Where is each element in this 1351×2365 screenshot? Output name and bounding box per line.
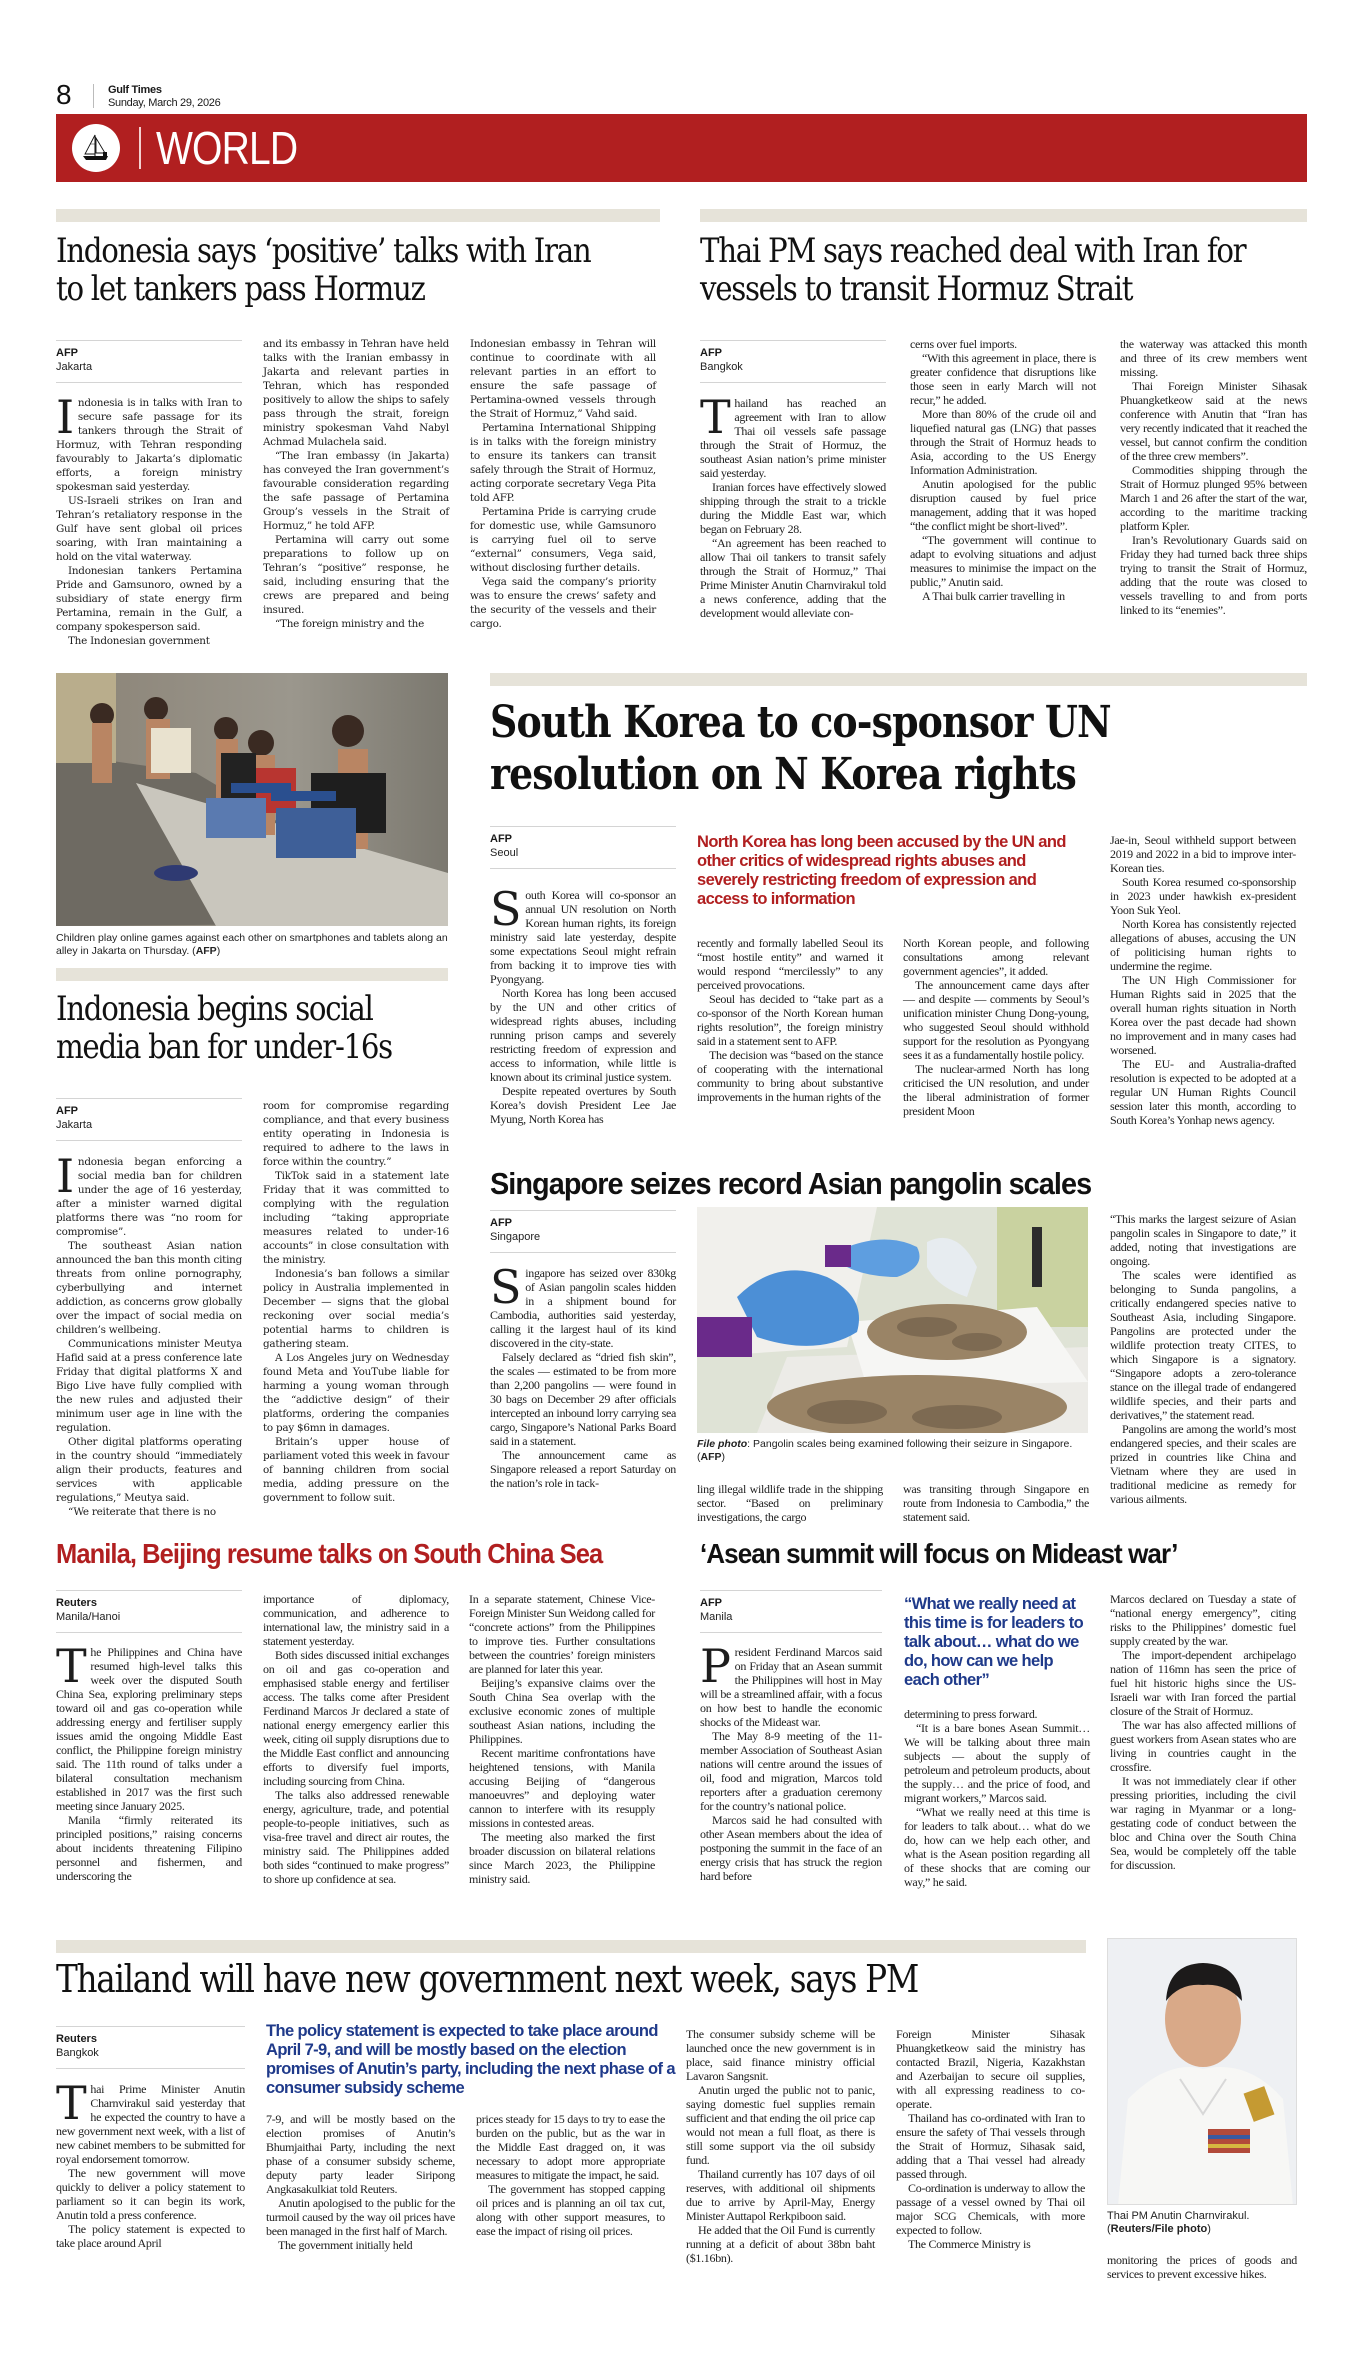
drop-cap: S	[490, 1260, 522, 1314]
byline-dateline: Bangkok	[700, 361, 743, 373]
paragraph: Britain’s upper house of parliament voted this week in favour of banning children from social media, adding pressure on the government to follow suit.	[263, 1436, 449, 1504]
paragraph: The announcement came as Singapore released a report Saturday on the nation’s role in tack-	[490, 1448, 676, 1490]
paragraph: Marcos said he had consulted with other Asean members about the idea of postponing the summit in the face of an energy crisis that has struck the region hard before	[700, 1813, 882, 1883]
paragraph: Indonesian embassy in Tehran will continue to coordinate with all relevant parties in an effort to ensure the safe passage of Pertamina-owned vessels through the Strait of Hormuz,” Vahd said.	[470, 338, 656, 420]
article-column	[263, 337, 449, 631]
paragraph: In a separate statement, Chinese Vice-Foreign Minister Sun Weidong called for “concrete actions” from the Philippines to improve ties. Further consultations between the countries’ foreign ministers are planned for later this year.	[469, 1592, 655, 1676]
byline	[56, 1098, 242, 1141]
paragraph: The talks also addressed renewable energy, agriculture, trade, and potential people-to-people initiatives, such as visa-free travel and direct air routes, the ministry said. The Philippines added both sides “continued to make progress” to shore up confidence at sea.	[263, 1788, 449, 1886]
byline-agency: AFP	[700, 1597, 722, 1609]
byline	[56, 1590, 242, 1633]
drop-cap: T	[56, 1639, 87, 1693]
paragraph: The meeting also marked the first broader discussion on bilateral relations since March 2023, the Philippine ministry said.	[469, 1830, 655, 1886]
paragraph: The announcement came days after — and despite — comments by Seoul’s unification minister Chung Dong-young, who suggested Seoul should withhold support for the resolution as Pyongyang sees it as a fundamentally hostile policy.	[903, 978, 1089, 1062]
photo-caption: Thai PM Anutin Charnvirakul. (Reuters/File photo)	[1107, 2210, 1297, 2236]
headline: Thai PM says reached deal with Iran for vessels to transit Hormuz Strait	[700, 231, 1246, 309]
paragraph: TikTok said in a statement late Friday that it was committed to complying with the regulation including “taking appropriate measures related to under-16 accounts” in close consultation with the ministry.	[263, 1170, 449, 1266]
paragraph: The EU- and Australia-drafted resolution is expected to be adopted at a regular UN Human Rights Council session later this month, according to South Korea’s Yonhap news agency.	[1110, 1057, 1296, 1127]
dhow-boat-icon	[72, 124, 120, 172]
anutin-portrait-photo	[1107, 1938, 1297, 2205]
paragraph: Despite repeated overtures by South Korea’s dovish President Lee Jae Myung, North Korea has	[490, 1084, 676, 1126]
paragraph: Other digital platforms operating in the country should “immediately align their products, features and services with applicable regulations,” Meutya said.	[56, 1436, 242, 1504]
headline: Singapore seizes record Asian pangolin scales	[490, 1166, 1092, 1201]
paragraph: room for compromise regarding compliance, and that every business entity operating in Indonesia is required to adhere to the laws in force within the country.”	[263, 1100, 449, 1168]
article-column	[896, 2027, 1085, 2251]
paragraph: monitoring the prices of goods and services to prevent excessive hikes.	[1107, 2253, 1297, 2281]
photo-caption: Children play online games against each other on smartphones and tablets along an alley in Jakarta on Thursday. (AFP)	[56, 932, 448, 957]
article-column	[266, 2112, 455, 2252]
paragraph: The Commerce Ministry is	[908, 2237, 1031, 2251]
paragraph: A Thai bulk carrier travelling in	[922, 589, 1065, 603]
section-banner	[56, 114, 1307, 182]
headline: Indonesia says ‘positive’ talks with Iran to let tankers pass Hormuz	[56, 231, 591, 309]
byline-dateline: Seoul	[490, 847, 519, 859]
paragraph: Pertamina Pride is carrying crude for domestic use, while Gamsunoro is carrying fuel oil to serve “external” consumers, Vega said, without disclosing further details.	[470, 506, 656, 574]
paragraph: The war has also affected millions of guest workers from Asean states who are living in countries caught in the crossfire.	[1110, 1718, 1296, 1774]
article-column	[263, 1592, 449, 1886]
paragraph: “The government will continue to adapt to evolving situations and adjust measures to minimise the impact on the public,” Anutin said.	[910, 533, 1096, 589]
paragraph: 7-9, and will be mostly based on the election promises of Anutin’s Bhumjaithai Party, including the next phase of a consumer subsidy scheme, deputy party leader Siripong Angkasakulkiat told Reuters.	[266, 2112, 455, 2196]
headline: ‘Asean summit will focus on Mideast war’	[700, 1538, 1178, 1569]
article-column	[903, 936, 1089, 1118]
byline	[490, 826, 676, 869]
article-top-strip	[56, 209, 660, 222]
paragraph: hai Prime Minister Anutin Charnvirakul said yesterday that he expected the country to have a new government next week, with a list of new cabinet members to be submitted for royal endorsement tomorrow.	[56, 2082, 245, 2166]
paragraph: and its embassy in Tehran have held talks with the Iranian embassy in Jakarta and relevant parties in Tehran, which has responded positively to allow the ships to safely pass through the strait, foreign ministry spokesman Vahd Nabyl Achmad Mulachela said.	[263, 338, 449, 448]
pull-quote: The policy statement is expected to take place around April 7-9, and will be mostly based on the election promises of Anutin’s party, including the next phase of a consumer subsidy scheme	[266, 2022, 675, 2097]
headline: South Korea to co-sponsor UN resolution on N Korea rights	[490, 697, 1111, 800]
paragraph: It was not immediately clear if other pressing priorities, including the civil war raging in Myanmar or a long-gestating code of conduct between the bloc and China over the South China Sea, would be completely off the table for discussion.	[1110, 1774, 1296, 1872]
paragraph: Recent maritime confrontations have heightened tensions, with Manila accusing Beijing of “dangerous manoeuvres” and deploying water cannon to interfere with its resupply missions in contested areas.	[469, 1746, 655, 1830]
paragraph: South Korea resumed co-sponsorship in 2023 under hawkish ex-president Yoon Suk Yeol.	[1110, 875, 1296, 917]
article-column	[686, 2027, 875, 2265]
article-column	[56, 1639, 242, 1883]
article-column	[469, 1592, 655, 1886]
paragraph: Indonesia’s ban follows a similar policy in Australia implemented in December — signs that the global reckoning over social media’s potential harms to children is gathering steam.	[263, 1268, 449, 1350]
article-column	[476, 2112, 665, 2238]
drop-cap: S	[490, 882, 522, 936]
paragraph: “We reiterate that there is no	[68, 1506, 216, 1518]
article-column	[490, 1260, 676, 1490]
paragraph: North Korea has consistently rejected allegations of abuses, accusing the UN of politicising human rights to undermine the regime.	[1110, 917, 1296, 973]
paragraph: “An agreement has been reached to allow Thai oil tankers to transit safely through the Strait of Hormuz,” Thai Prime Minister Anutin Charnvirakul told a news conference, adding that the development would alleviate con-	[700, 536, 886, 620]
paragraph: ling illegal wildlife trade in the shipping sector. “Based on preliminary investigations, the cargo	[697, 1482, 883, 1524]
paragraph: Pertamina International Shipping is in talks with the foreign ministry to ensure its tankers can transit safely through the Strait of Hormuz, acting corporate secretary Vega Pita told AFP.	[470, 422, 656, 504]
paragraph: “It is a bare bones Asean Summit… We will be talking about three main subjects — about the supply of petroleum and petroleum products, about the supply… and the price of food, and migrant workers,” Marcos said.	[904, 1721, 1090, 1805]
paragraph: The nuclear-armed North has long criticised the UN resolution, and under the liberal administration of former president Moon	[903, 1062, 1089, 1118]
article-column	[910, 337, 1096, 603]
paragraph: Thailand has co-ordinated with Iran to ensure the safety of Thai vessels through the Strait of Hormuz, Sihasak said, adding that a Thai vessel had already passed through.	[896, 2111, 1085, 2181]
headline: Indonesia begins social media ban for under-16s	[56, 989, 392, 1067]
paragraph: The government initially held	[278, 2238, 413, 2252]
article-top-strip	[490, 673, 1307, 686]
article-column	[700, 390, 886, 620]
paragraph: Falsely declared as “dried fish skin”, the scales — estimated to be from more than 2,200 pangolins — were found in 30 bags on December 29 after officials intercepted an inbound lorry carrying sea cargo, Singapore’s National Parks Board said in a statement.	[490, 1350, 676, 1448]
article-column	[56, 2076, 245, 2250]
article-column	[1107, 2253, 1297, 2281]
paragraph: The government has stopped capping oil prices and is planning an oil tax cut, along with other support measures, to ease the impact of rising oil prices.	[476, 2182, 665, 2238]
article-column	[263, 1099, 449, 1505]
article-column	[697, 936, 883, 1104]
article-column	[903, 1482, 1089, 1524]
byline-dateline: Manila/Hanoi	[56, 1611, 121, 1623]
byline	[56, 340, 242, 383]
paragraph: He added that the Oil Fund is currently running at a deficit of about 38bn baht ($1.16bn).	[686, 2223, 875, 2265]
paragraph: The policy statement is expected to take place around April	[56, 2222, 245, 2250]
article-column	[700, 1639, 882, 1883]
drop-cap: P	[700, 1639, 731, 1693]
paragraph: Indonesian tankers Pertamina Pride and Gamsunoro, owned by a subsidiary of state energy firm Pertamina, remain in the Gulf, a company spokesperson said.	[56, 565, 242, 633]
byline-agency: AFP	[56, 347, 78, 359]
paragraph: Iran’s Revolutionary Guards said on Friday they had turned back three ships trying to transit the Strait of Hormuz, adding that the route was closed to vessels travelling to and from ports linked to its “enemies”.	[1120, 533, 1307, 617]
article-column	[904, 1707, 1090, 1889]
paragraph: Manila “firmly reiterated its principled positions,” raising concerns about incidents threatening Filipino personnel and fishermen, and underscoring the	[56, 1813, 242, 1883]
masthead-divider	[93, 84, 94, 108]
paragraph: Both sides discussed initial exchanges on oil and gas co-operation and emphasised stable energy and fertiliser access. The talks come after President Ferdinand Marcos Jr declared a state of national energy emergency earlier this week, citing oil supply disruptions due to the Middle East conflict and announcing efforts to diversify fuel imports, including sourcing from China.	[263, 1648, 449, 1788]
article-column	[1120, 337, 1307, 617]
paragraph: Commodities shipping through the Strait of Hormuz plunged 95% between March 1 and 26 after the start of the war, according to the maritime tracking platform Kpler.	[1120, 463, 1307, 533]
caption-text: : Pangolin scales being examined following their seizure in Singapore.	[747, 1438, 1073, 1450]
article-column	[56, 390, 242, 648]
photo-caption: File photo: Pangolin scales being examined following their seizure in Singapore. (AFP)	[697, 1438, 1073, 1463]
pangolin-scales-photo	[697, 1207, 1088, 1433]
paragraph: he Philippines and China have resumed high-level talks this week over the disputed South China Sea, exploring preliminary steps toward oil and gas co-operation while addressing energy and fertiliser supply issues amid the ongoing Middle East conflict, the Philippine foreign ministry said. The 11th round of talks under a bilateral consultation mechanism established in 2017 was the first such meeting since January 2025.	[56, 1645, 242, 1813]
publication-name: Gulf Times	[108, 84, 162, 96]
byline-agency: AFP	[490, 833, 512, 845]
paragraph: Pertamina will carry out some preparations to follow up on Tehran’s “positive” response, he said, including ensuring that the crews are prepared and being insured.	[263, 534, 449, 616]
photo-credit: Reuters/File photo	[1110, 2223, 1208, 2235]
paragraph: ndonesia began enforcing a social media ban for children under the age of 16 yesterday, after a minister warned digital platforms there was “no room for compromise”.	[56, 1156, 242, 1238]
article-top-strip	[700, 209, 1307, 222]
paragraph: The southeast Asian nation announced the ban this month citing threats from online pornography, cyberbullying and internet addiction, as concerns grow globally over the impact of social media on children’s wellbeing.	[56, 1240, 242, 1336]
paragraph: ingapore has seized over 830kg of Asian pangolin scales hidden in a shipment bound for Cambodia, authorities said yesterday, calling it the largest haul of its kind discovered in the city-state.	[490, 1266, 676, 1350]
article-column	[470, 337, 656, 631]
drop-cap: T	[56, 2076, 87, 2130]
byline-dateline: Manila	[700, 1611, 733, 1623]
paragraph: The consumer subsidy scheme will be launched once the new government is in place, said finance ministry official Lavaron Sangsnit.	[686, 2027, 875, 2083]
article-column	[490, 882, 676, 1126]
paragraph: The UN High Commissioner for Human Rights said in 2025 that the overall human rights situation in North Korea over the past decade had shown no improvement and in many cases had worsened.	[1110, 973, 1296, 1057]
caption-text: Thai PM Anutin Charnvirakul.	[1107, 2210, 1250, 2222]
byline	[700, 1590, 882, 1633]
paragraph: “The foreign ministry and the	[275, 618, 425, 630]
article-column	[1110, 1212, 1296, 1506]
paragraph: the waterway was attacked this month and three of its crew members went missing.	[1120, 337, 1307, 379]
paragraph: “The Iran embassy (in Jakarta) has conveyed the Iran government’s favourable consideration regarding the safe passage of Pertamina Group’s vessels in the Strait of Hormuz,” he told AFP.	[263, 450, 449, 532]
paragraph: hailand has reached an agreement with Iran to allow Thai oil vessels safe passage through the Strait of Hormuz, the southeast Asian nation’s prime minister said yesterday.	[700, 396, 886, 480]
paragraph: Anutin apologised to the public for the turmoil caused by the way oil prices have been managed in the first half of March.	[266, 2196, 455, 2238]
paragraph: recently and formally labelled Seoul its “most hostile entity” and warned it would respond “mercilessly” to any perceived provocations.	[697, 936, 883, 992]
byline	[700, 340, 886, 383]
paragraph: Foreign Minister Sihasak Phuangketkeow said the ministry has contacted Brazil, Nigeria, Kazakhstan and Azerbaijan to secure oil supplies, with all expressing readiness to co-operate.	[896, 2027, 1085, 2111]
paragraph: Pangolins are among the world’s most endangered species, and their scales are prized in countries like China and Vietnam where they are used in traditional medicine as remedy for various ailments.	[1110, 1422, 1296, 1506]
paragraph: Jae-in, Seoul withheld support between 2019 and 2022 in a bid to improve inter-Korean ties.	[1110, 833, 1296, 875]
paragraph: cerns over fuel imports.	[910, 337, 1017, 351]
paragraph: Beijing’s expansive claims over the South China Sea overlap with the exclusive economic zones of multiple southeast Asian nations, including the Philippines.	[469, 1676, 655, 1746]
paragraph: The import-dependent archipelago nation of 116mn has seen the price of fuel hit historic highs since the US-Israeli war with Iran forced the partial closure of the Strait of Hormuz.	[1110, 1648, 1296, 1718]
article-column	[1110, 1592, 1296, 1872]
drop-cap: T	[700, 390, 731, 444]
paragraph: “With this agreement in place, there is greater confidence that disruptions like those seen in early March will not recur,” he added.	[910, 351, 1096, 407]
byline-dateline: Singapore	[490, 1231, 541, 1243]
caption-label: File photo	[697, 1438, 748, 1450]
paragraph: prices steady for 15 days to try to ease the burden on the public, but as the war in the Middle East dragged on, it was necessary to adopt more appropriate measures to mitigate the impact, he said.	[476, 2112, 665, 2182]
paragraph: “What we really need at this time is for leaders to talk about… what do we do, how can we help each other, and what is the Asean position regarding all of these shocks that are coming our way,” he said.	[904, 1805, 1090, 1889]
pull-quote: “What we really need at this time is for leaders to talk about… what do we do, how can we help each other”	[904, 1595, 1084, 1689]
paragraph: Co-ordination is underway to allow the passage of a vessel owned by Thai oil major SCG Chemicals, with more expected to follow.	[896, 2181, 1085, 2237]
byline-dateline: Bangkok	[56, 2047, 99, 2059]
paragraph: North Korea has long been accused by the UN and other critics of widespread rights abuses, including running prison camps and severely restricting freedom of expression and access to information, while little is known about its criminal justice system.	[490, 986, 676, 1084]
headline: Manila, Beijing resume talks on South China Sea	[56, 1538, 603, 1569]
paragraph: Vega said the company’s priority was to ensure the crews’ safety and the security of the vessels and their cargo.	[470, 576, 656, 630]
byline-agency: Reuters	[56, 2033, 97, 2045]
paragraph: Seoul has decided to “take part as a co-sponsor of the North Korean human rights resolution”, the foreign ministry said in a statement sent to AFP.	[697, 992, 883, 1048]
byline	[56, 2026, 245, 2069]
paragraph: North Korean people, and following consultations among relevant government agencies”, it added.	[903, 936, 1089, 978]
drop-cap: I	[56, 1149, 74, 1203]
section-title: WORLD	[156, 122, 298, 174]
paragraph: The decision was “based on the stance of cooperating with the international community to bring about substantive improvements in the human rights of the	[697, 1048, 883, 1104]
paragraph: Communications minister Meutya Hafid said at a press conference late Friday that digital platforms X and Bigo Live have fully complied with the new rules and adjusted their minimum user age in line with the regulation.	[56, 1338, 242, 1434]
paragraph: Thai Foreign Minister Sihasak Phuangketkeow said at the news conference with Anutin that “Iran has very recently indicated that it reached the vessel, but cannot confirm the condition of the three crew members”.	[1120, 379, 1307, 463]
paragraph: The Indonesian government	[68, 635, 210, 647]
paragraph: The May 8-9 meeting of the 11-member Association of Southeast Asian nations will centre around the issues of oil, food and migration, Marcos told reporters after a graduation ceremony for the country’s national police.	[700, 1729, 882, 1813]
page-number: 8	[56, 79, 72, 110]
byline-dateline: Jakarta	[56, 1119, 93, 1131]
paragraph: The new government will move quickly to deliver a policy statement to parliament so it can begin its work, Anutin told a press conference.	[56, 2166, 245, 2222]
paragraph: “This marks the largest seizure of Asian pangolin scales in Singapore to date,” it added, noting that investigations are ongoing.	[1110, 1212, 1296, 1268]
drop-cap: I	[56, 390, 74, 444]
photo-credit: AFP	[700, 1451, 722, 1463]
paragraph: importance of diplomacy, communication, and adherence to international law, the ministry said in a statement yesterday.	[263, 1592, 449, 1648]
paragraph: Anutin apologised for the public disruption caused by fuel price management, adding that it was hoped “the conflict might be short-lived”.	[910, 477, 1096, 533]
paragraph: outh Korea will co-sponsor an annual UN resolution on North Korean human rights, its foreign ministry said late yesterday, despite some expectations Seoul might refrain from backing it to improve ties with Pyongyang.	[490, 888, 676, 986]
paragraph: determining to press forward.	[904, 1707, 1038, 1721]
paragraph: Thailand currently has 107 days of oil reserves, with additional oil shipments due to arrive by April-May, Energy Minister Auttapol Rerkpiboon said.	[686, 2167, 875, 2223]
paragraph: was transiting through Singapore en route from Indonesia to Cambodia,” the statement said.	[903, 1482, 1089, 1524]
paragraph: The scales were identified as belonging to Sunda pangolins, a critically endangered species native to Southeast Asia, including Singapore. Pangolins are protected under the wildlife protection treaty CITES, to which Singapore is a signatory. “Singapore adopts a zero-tolerance stance on the illegal trade of endangered wildlife species, and their parts and derivatives,” the statement read.	[1110, 1268, 1296, 1422]
pull-quote: North Korea has long been accused by the UN and other critics of widespread rights abuses and severely restricting freedom of expression and access to information	[697, 833, 1066, 908]
paragraph: ndonesia is in talks with Iran to secure safe passage for its tankers through the Strait of Hormuz, with Tehran responding favourably to Jakarta’s diplomatic efforts, a foreign ministry spokesman said yesterday.	[56, 397, 242, 493]
byline	[490, 1210, 676, 1253]
banner-divider	[139, 127, 141, 169]
children-gaming-photo	[56, 673, 448, 926]
paragraph: Iranian forces have effectively slowed shipping through the strait to a trickle during the Middle East war, which began on February 28.	[700, 480, 886, 536]
byline-agency: AFP	[56, 1105, 78, 1117]
paragraph: More than 80% of the crude oil and liquefied natural gas (LNG) that passes through the Strait of Hormuz heads to Asia, according to the US Energy Information Administration.	[910, 407, 1096, 477]
article-column	[56, 1149, 242, 1519]
publication-date: Sunday, March 29, 2026	[108, 97, 221, 109]
article-top-strip	[56, 968, 448, 981]
paragraph: Anutin urged the public not to panic, saying domestic fuel supplies remain sufficient and that ending the oil price cap would not mean a full float, as there is still some support via the oil subsidy fund.	[686, 2083, 875, 2167]
headline: Thailand will have new government next week, says PM	[56, 1957, 919, 2001]
byline-agency: AFP	[490, 1217, 512, 1229]
photo-credit: AFP	[195, 945, 217, 957]
article-top-strip	[56, 1940, 1086, 1953]
article-column	[697, 1482, 883, 1524]
byline-agency: AFP	[700, 347, 722, 359]
paragraph: US-Israeli strikes on Iran and Tehran’s retaliatory response in the Gulf have sent global oil prices soaring, with Iran maintaining a hold on the vital waterway.	[56, 495, 242, 563]
byline-dateline: Jakarta	[56, 361, 93, 373]
article-column	[1110, 833, 1296, 1127]
paragraph: resident Ferdinand Marcos said on Friday that an Asean summit the Philippines will host in May will be a streamlined affair, with a focus on how best to handle the economic shocks of the Mideast war.	[700, 1645, 882, 1729]
paragraph: Marcos declared on Tuesday a state of “national energy emergency”, citing risks to the Philippines’ domestic fuel supply created by the war.	[1110, 1592, 1296, 1648]
caption-text: Children play online games against each other on smartphones and tablets along an alley in Jakarta on Thursday.	[56, 932, 448, 957]
paragraph: A Los Angeles jury on Wednesday found Meta and YouTube liable for harming a young woman through the “addictive design” of their platforms, ordering the companies to pay $6mn in damages.	[263, 1352, 449, 1434]
byline-agency: Reuters	[56, 1597, 97, 1609]
